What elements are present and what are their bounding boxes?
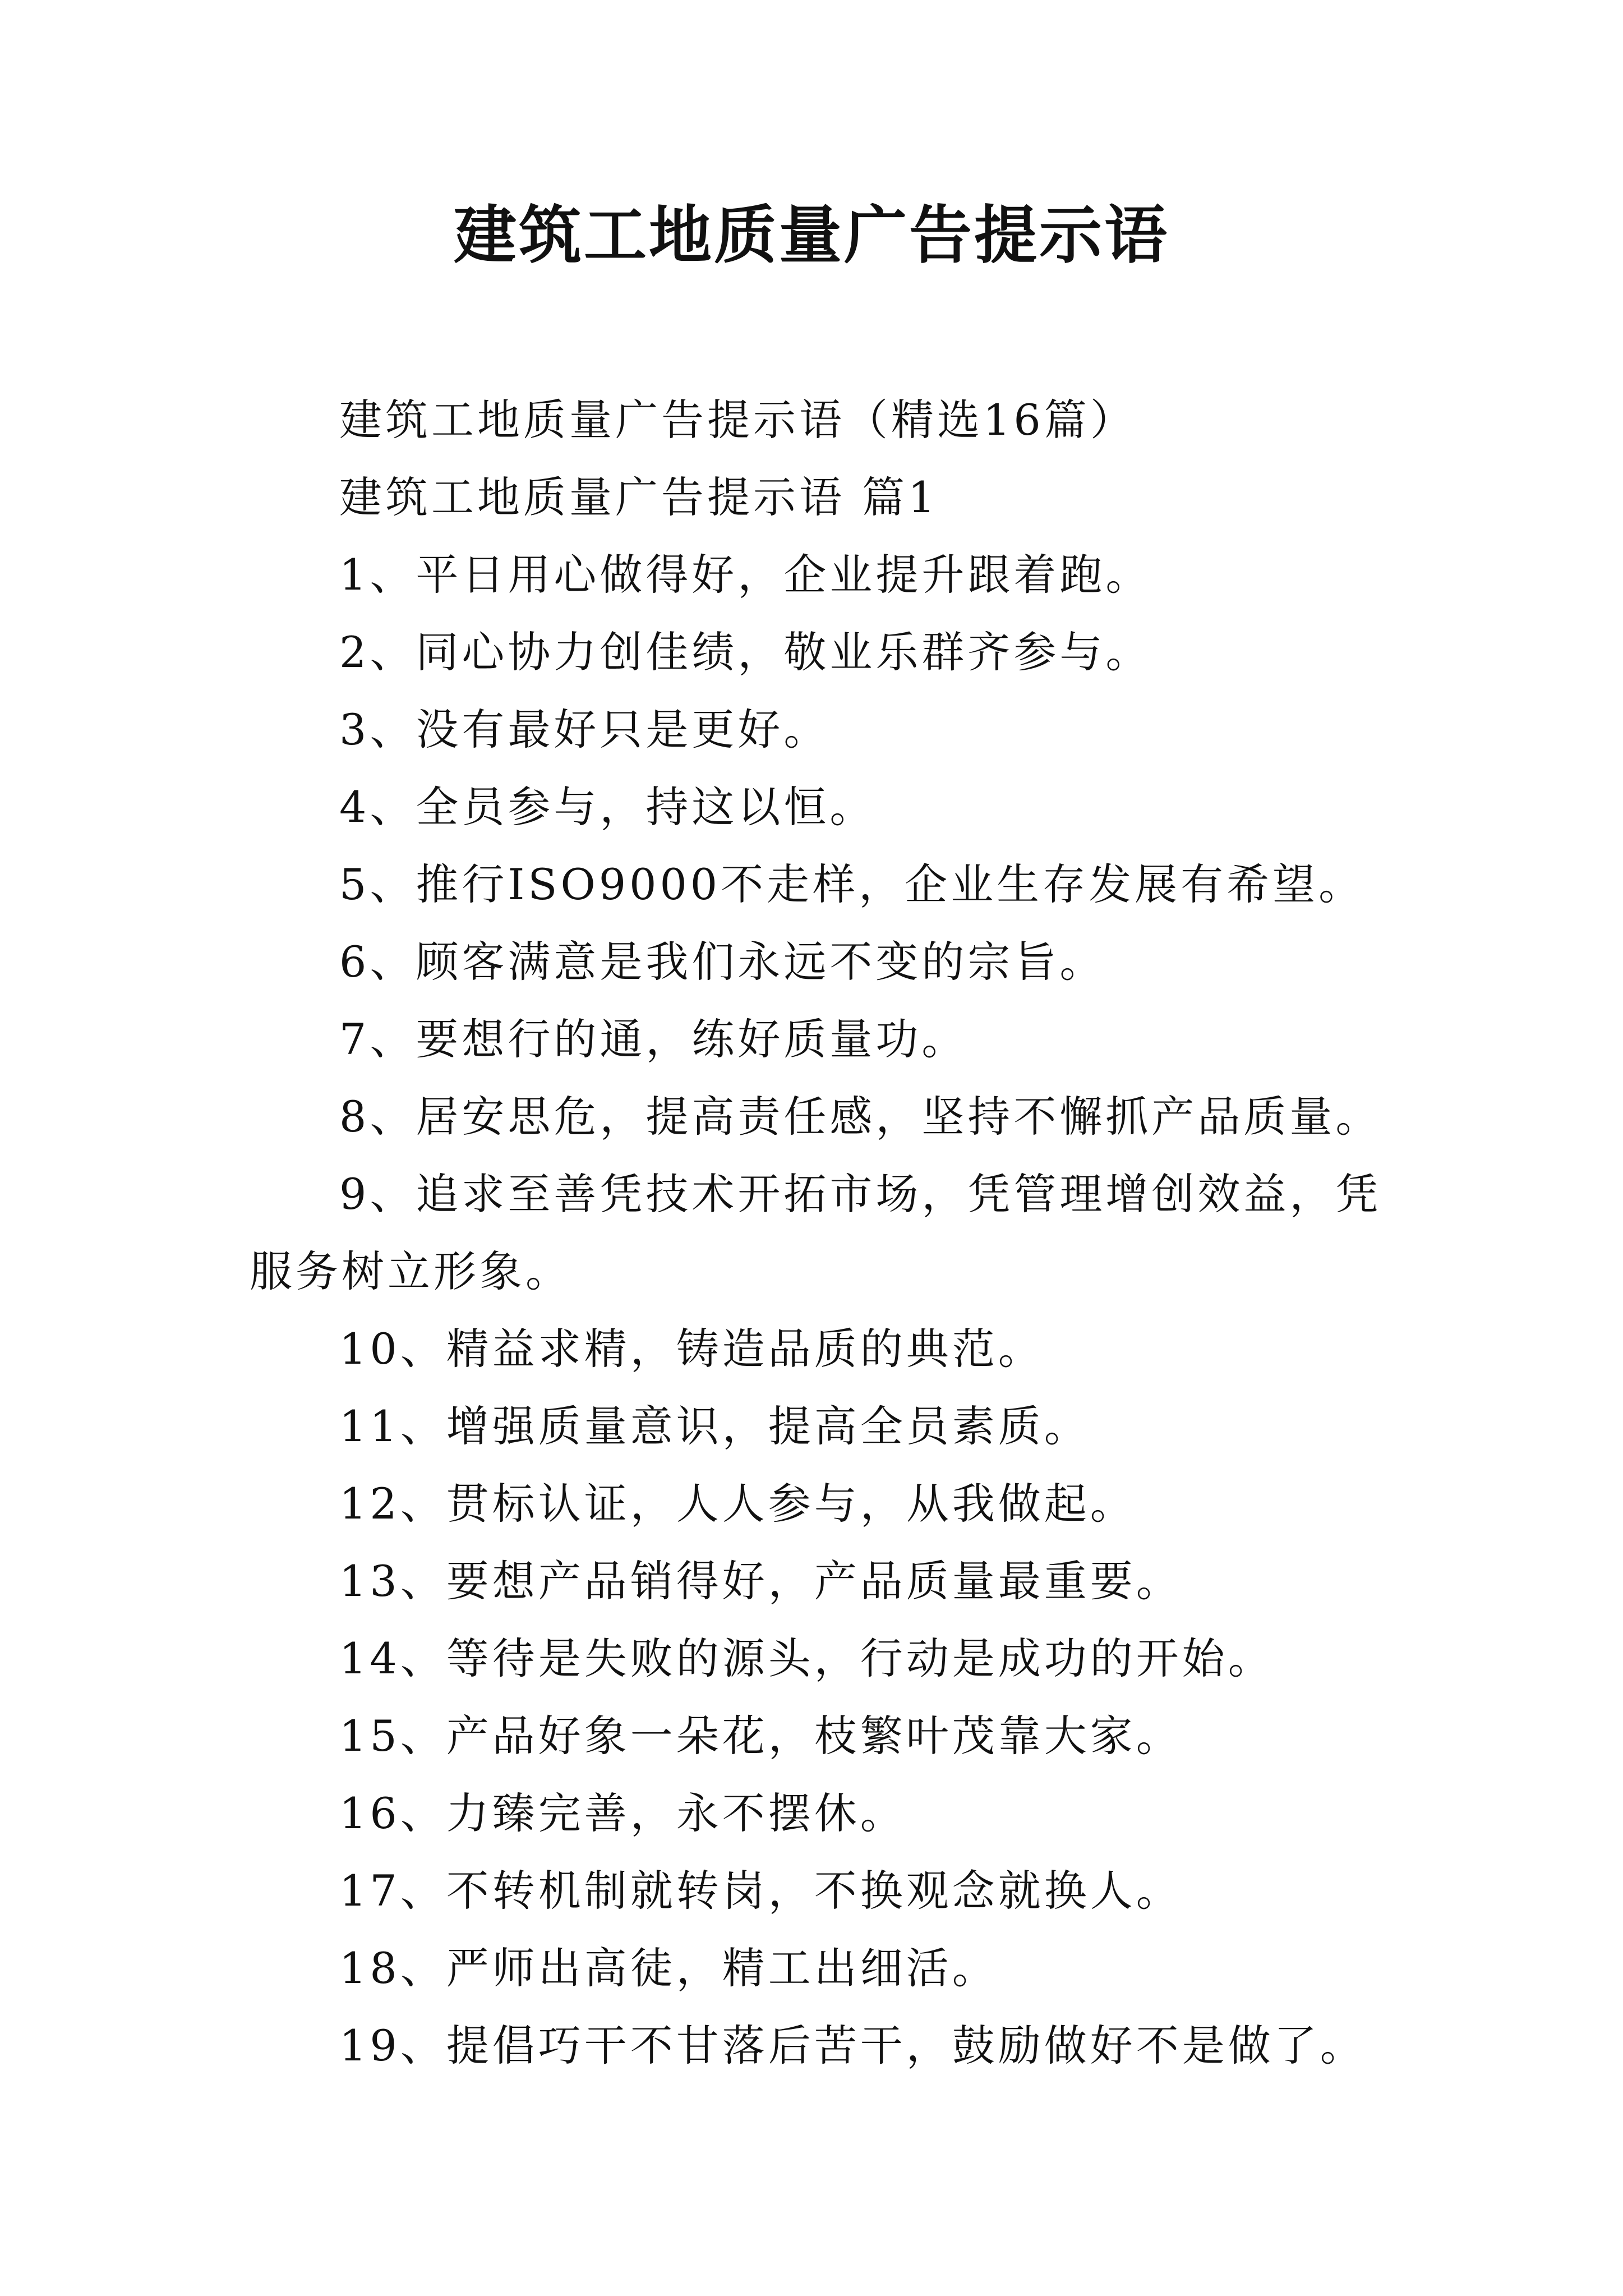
slogan-item: 16、力臻完善，永不摆休。: [339, 1788, 906, 1838]
slogan-item: 18、严师出高徒，精工出细活。: [339, 1943, 998, 1993]
slogan-item: 14、等待是失败的源头，行动是成功的开始。: [339, 1634, 1274, 1683]
slogan-item: 3、没有最好只是更好。: [339, 705, 830, 754]
slogan-item: 6、顾客满意是我们永远不变的宗旨。: [339, 937, 1106, 987]
slogan-item: 19、提倡巧干不甘落后苦干，鼓励做好不是做了。: [339, 2021, 1366, 2070]
slogan-item: 11、增强质量意识，提高全员素质。: [339, 1401, 1090, 1451]
slogan-item: 1、平日用心做得好，企业提升跟着跑。: [339, 550, 1152, 600]
slogan-item: 8、居安思危，提高责任感，坚持不懈抓产品质量。: [339, 1092, 1382, 1142]
slogan-item: 4、全员参与，持这以恒。: [339, 782, 876, 832]
document-title: 建筑工地质量广告提示语: [454, 199, 1169, 272]
slogan-item: 9、追求至善凭技术开拓市场，凭管理增创效益，凭服务树立形象。: [250, 1169, 1382, 1296]
slogan-item: 15、产品好象一朵花，枝繁叶茂靠大家。: [339, 1711, 1182, 1761]
slogan-item: 5、推行ISO9000不走样，企业生存发展有希望。: [339, 859, 1365, 909]
document-body: [250, 381, 1394, 2085]
slogan-item: 10、精益求精，铸造品质的典范。: [339, 1324, 1044, 1374]
slogan-item: 12、贯标认证，人人参与，从我做起。: [339, 1479, 1136, 1529]
slogan-item: 7、要想行的通，练好质量功。: [339, 1014, 968, 1064]
slogan-item: 2、同心协力创佳绩，敬业乐群齐参与。: [339, 627, 1152, 677]
slogan-item: 13、要想产品销得好，产品质量最重要。: [339, 1556, 1182, 1606]
paragraph-section-heading: 建筑工地质量广告提示语 篇1: [339, 472, 939, 522]
slogan-item: 17、不转机制就转岗，不换观念就换人。: [339, 1866, 1182, 1916]
paragraph-subtitle: 建筑工地质量广告提示语（精选16篇）: [339, 395, 1136, 445]
